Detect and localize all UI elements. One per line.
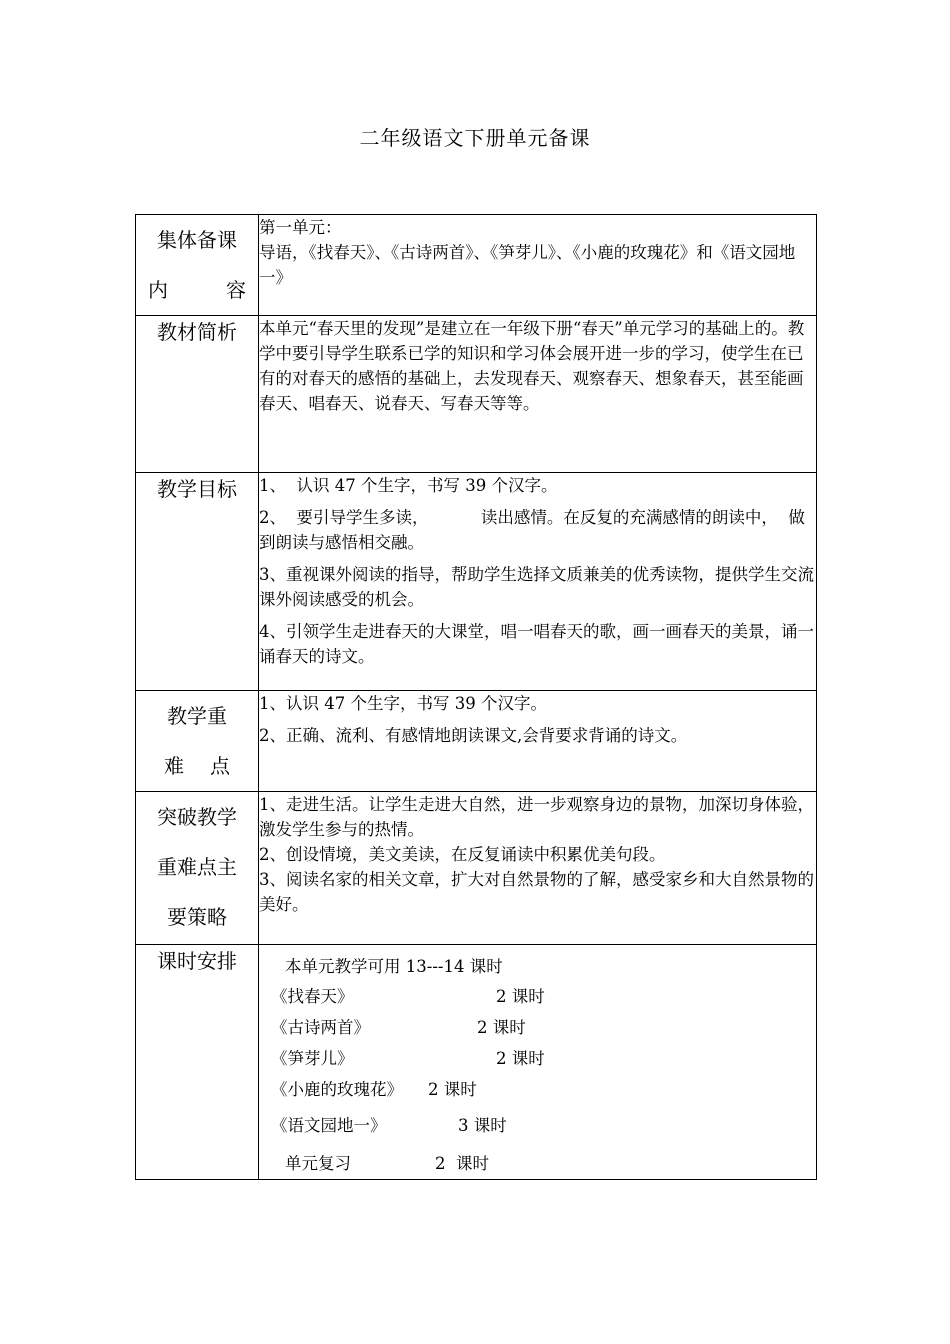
row-label-strategy bbox=[136, 792, 259, 945]
label-char: 点 bbox=[210, 754, 230, 778]
label-line: 突破教学 bbox=[157, 805, 237, 829]
table-row bbox=[136, 691, 817, 792]
lesson-hours: 2 课时 bbox=[435, 1154, 489, 1173]
lesson-name: 《小鹿的玫瑰花》 bbox=[271, 1080, 403, 1099]
label-line: 集体备课 bbox=[157, 228, 237, 252]
lesson-hours: 2 课时 bbox=[496, 987, 545, 1006]
page-title: 二年级语文下册单元备课 bbox=[359, 126, 591, 150]
lesson-hours: 2 课时 bbox=[477, 1018, 526, 1037]
lesson-name: 单元复习 bbox=[285, 1154, 351, 1173]
label-line: 要策略 bbox=[167, 905, 227, 929]
content-line: 导语，《找春天》、《古诗两首》、《笋芽儿》、《小鹿的玫瑰花》和《语文园地一》 bbox=[259, 243, 796, 287]
row-content-schedule bbox=[259, 945, 817, 1180]
row-label-goals: 教学目标 bbox=[136, 473, 259, 691]
table-row bbox=[136, 316, 817, 473]
lesson-name: 《笋芽儿》 bbox=[271, 1049, 354, 1068]
label-char: 容 bbox=[226, 278, 246, 302]
row-label-analysis: 教材简析 bbox=[136, 316, 259, 473]
label-line: 教学重 bbox=[167, 704, 227, 728]
label-char: 难 bbox=[164, 754, 184, 778]
goal-item: 1、 认识 47 个生字，书写 39 个汉字。 bbox=[259, 476, 558, 495]
table-row bbox=[136, 473, 817, 691]
label-char: 内 bbox=[148, 278, 168, 302]
schedule-intro: 本单元教学可用 13---14 课时 bbox=[285, 957, 503, 976]
row-content-strategy bbox=[259, 792, 817, 945]
row-label-schedule: 课时安排 bbox=[136, 945, 259, 1180]
goal-item: 3、重视课外阅读的指导，帮助学生选择文质兼美的优秀读物，提供学生交流课外阅读感受的机会。 bbox=[259, 565, 814, 609]
lesson-hours: 2 课时 bbox=[428, 1080, 477, 1099]
row-content-content bbox=[259, 215, 817, 316]
goal-item: 4、引领学生走进春天的大课堂，唱一唱春天的歌，画一画春天的美景，诵一诵春天的诗文。 bbox=[259, 622, 814, 666]
content-line: 第一单元： bbox=[259, 218, 342, 237]
strategy-item: 3、阅读名家的相关文章，扩大对自然景物的了解，感受家乡和大自然景物的美好。 bbox=[259, 870, 814, 914]
strategy-item: 2、创设情境，美文美读，在反复诵读中积累优美句段。 bbox=[259, 845, 666, 864]
row-content-analysis bbox=[259, 316, 817, 473]
key-point-item: 1、认识 47 个生字，书写 39 个汉字。 bbox=[259, 694, 547, 713]
lesson-plan-table bbox=[135, 214, 817, 1180]
row-label-content bbox=[136, 215, 259, 316]
lesson-name: 《语文园地一》 bbox=[271, 1116, 387, 1135]
table-row bbox=[136, 792, 817, 945]
lesson-hours: 2 课时 bbox=[496, 1049, 545, 1068]
key-point-item: 2、正确、流利、有感情地朗读课文,会背要求背诵的诗文。 bbox=[259, 726, 688, 745]
goal-item: 2、 要引导学生多读， 读出感情。在反复的充满感情的朗读中， 做到朗读与感悟相交融。 bbox=[259, 508, 805, 552]
lesson-hours: 3 课时 bbox=[458, 1116, 507, 1135]
strategy-item: 1、走进生活。让学生走进大自然，进一步观察身边的景物，加深切身体验，激发学生参与的热情。 bbox=[259, 795, 814, 839]
row-label-key-points bbox=[136, 691, 259, 792]
table-row bbox=[136, 215, 817, 316]
row-content-key-points bbox=[259, 691, 817, 792]
label-line: 重难点主 bbox=[157, 855, 237, 879]
table-row bbox=[136, 945, 817, 1180]
row-content-goals bbox=[259, 473, 817, 691]
analysis-text: 本单元“春天里的发现”是建立在一年级下册“春天”单元学习的基础上的。教学中要引导学生联系已学的知识和学习体会展开进一步的学习，使学生在已有的对春天的感悟的基础上，去发现春天、观察春天、想象春天，甚至能画春天、唱春天、说春天、写春天等等。 bbox=[259, 319, 805, 413]
lesson-name: 《古诗两首》 bbox=[271, 1018, 370, 1037]
lesson-name: 《找春天》 bbox=[271, 987, 354, 1006]
